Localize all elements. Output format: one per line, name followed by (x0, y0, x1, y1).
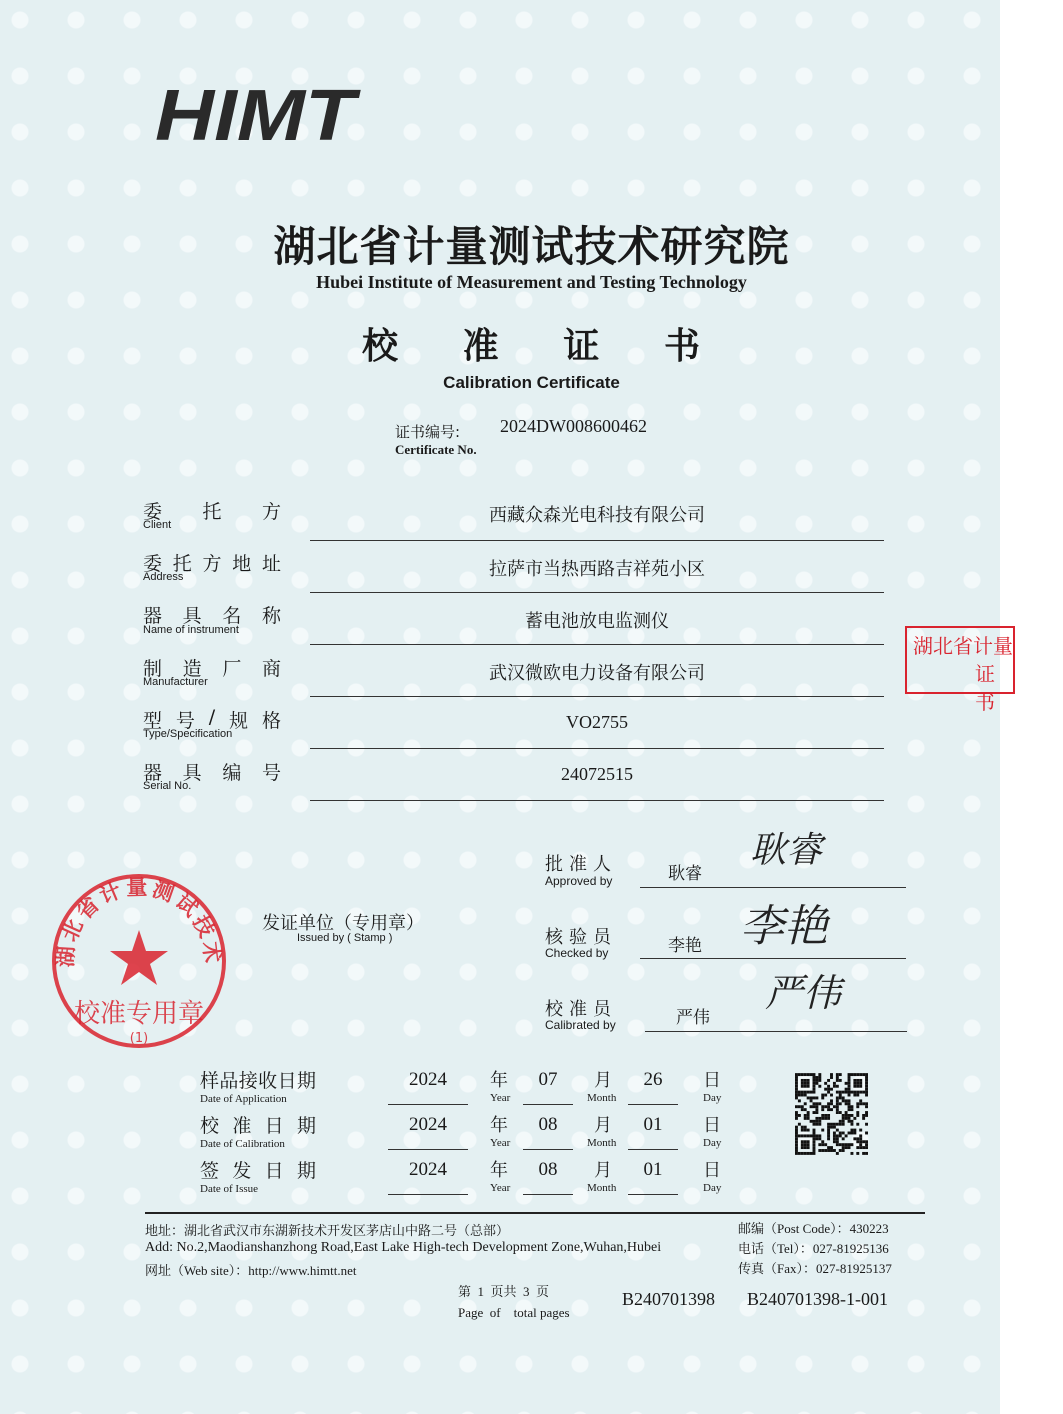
field-value: VO2755 (566, 712, 628, 732)
date-label-en: Date of Issue (200, 1183, 259, 1195)
page-number-en: Page of total pages (458, 1305, 570, 1320)
underline (310, 540, 884, 541)
label-char: 收 (258, 1070, 278, 1092)
field-label-en: Name of instrument (143, 624, 239, 636)
label-char: 校 (200, 1115, 220, 1137)
label-char: 商 (261, 658, 281, 680)
underline (523, 1149, 573, 1150)
label-char: 托 (172, 553, 192, 575)
sig-name: 严伟 (676, 1008, 710, 1028)
date-year: 2024 (409, 1069, 447, 1090)
underline (310, 696, 884, 697)
label-char: 样 (200, 1070, 220, 1092)
day-unit: 日 (703, 1115, 721, 1136)
field-label-en: Client (143, 519, 172, 531)
date-year: 2024 (409, 1114, 447, 1135)
label-char: 址 (261, 553, 281, 575)
label-char: 日 (277, 1070, 297, 1092)
cert-no-label-cn: 证书编号: (395, 423, 461, 441)
label-char: 准 (232, 1115, 252, 1137)
label-char: 具 (182, 605, 202, 627)
field-value: 拉萨市当热西路吉祥苑小区 (489, 559, 705, 580)
date-label-en: Date of Calibration (200, 1138, 285, 1150)
document-title-cn (362, 318, 700, 369)
year-unit: 年 (490, 1115, 508, 1136)
sig-name: 耿睿 (668, 864, 702, 884)
sig-label-en: Checked by (545, 946, 609, 960)
red-seal (50, 872, 228, 1050)
handwritten-signature: 李艳 (740, 901, 828, 952)
year-unit: 年 (490, 1160, 508, 1181)
day-unit: 日 (703, 1160, 721, 1181)
label-char: 期 (296, 1070, 316, 1092)
day-unit-en: Day (703, 1137, 722, 1149)
label-char: 地 (232, 553, 252, 575)
underline (310, 748, 884, 749)
issuer-label-cn: 发证单位（专用章） (262, 913, 424, 934)
month-unit: 月 (594, 1070, 612, 1091)
label-char: 签 (200, 1160, 220, 1182)
sig-name: 李艳 (668, 936, 702, 956)
month-unit-en: Month (587, 1182, 617, 1194)
label-char: 委 (143, 553, 163, 575)
date-day: 01 (643, 1114, 663, 1135)
institute-title-en: Hubei Institute of Measurement and Testing Technology (316, 272, 747, 292)
month-unit: 月 (594, 1160, 612, 1181)
day-unit-en: Day (703, 1182, 722, 1194)
footer-tel: 电话（Tel）：027-81925136 (738, 1241, 889, 1256)
field-value: 西藏众森光电科技有限公司 (489, 505, 705, 526)
date-label-en: Date of Application (200, 1093, 287, 1105)
label-char: 造 (182, 658, 202, 680)
side-stamp (905, 626, 1015, 714)
sig-label-en: Approved by (545, 874, 613, 888)
handwritten-signature: 严伟 (765, 971, 842, 1015)
sig-label-en: Calibrated by (545, 1018, 616, 1032)
label-char: 发 (232, 1160, 252, 1182)
field-label-en: Type/Specification (143, 728, 233, 740)
label-char: 厂 (222, 658, 242, 680)
underline (640, 887, 906, 888)
doc-char: 校 (362, 325, 399, 367)
footer-address-cn: 地址：湖北省武汉市东湖新技术开发区茅店山中路二号（总部） (145, 1223, 510, 1238)
day-unit: 日 (703, 1070, 721, 1091)
label-char: 品 (219, 1070, 239, 1092)
sig-label-cn: 批准人 (545, 854, 617, 875)
year-unit: 年 (490, 1070, 508, 1091)
side-stamp-line2: 证书 (975, 662, 995, 714)
underline (310, 592, 884, 593)
label-char: 方 (261, 501, 281, 523)
label-char: 期 (296, 1160, 316, 1182)
seal-center-text: 校准专用章 (73, 999, 205, 1029)
cert-no-label-en: Certificate No. (395, 442, 477, 457)
label-char: 格 (261, 710, 281, 732)
date-month: 08 (538, 1159, 558, 1180)
underline (628, 1149, 678, 1150)
label-char: 规 (229, 710, 249, 732)
institute-title-cn: 湖北省计量测试技术研究院 (273, 222, 790, 271)
label-char: 制 (143, 658, 163, 680)
label-char: 托 (202, 501, 222, 523)
year-unit-en: Year (490, 1182, 511, 1194)
field-value: 蓄电池放电监测仪 (525, 611, 669, 632)
field-label-en: Serial No. (143, 780, 192, 792)
himt-logo (155, 72, 362, 156)
footer-address-en: Add: No.2,Maodianshanzhong Road,East Lake High-tech Development Zone,Wuhan,Hubei (145, 1240, 662, 1255)
footer-website: 网址（Web site）：http://www.himtt.net (145, 1263, 357, 1278)
label-char: 型 (143, 710, 163, 732)
date-day: 01 (643, 1159, 663, 1180)
issuer-label-en: Issued by ( Stamp ) (297, 932, 393, 944)
field-value: 武汉微欧电力设备有限公司 (489, 663, 705, 684)
field-value: 24072515 (561, 764, 633, 784)
date-month: 07 (538, 1069, 558, 1090)
sig-label-cn: 校准员 (545, 999, 617, 1020)
doc-char: 准 (462, 325, 499, 367)
label-char: 号 (175, 710, 195, 732)
document-title-en: Calibration Certificate (443, 373, 620, 392)
month-unit-en: Month (587, 1137, 617, 1149)
label-char: 编 (222, 762, 242, 784)
label-char: 器 (143, 605, 163, 627)
cert-no-value: 2024DW008600462 (500, 416, 647, 436)
date-month: 08 (538, 1114, 558, 1135)
field-label-en: Address (143, 571, 184, 583)
underline (628, 1104, 678, 1105)
year-unit-en: Year (490, 1092, 511, 1104)
side-stamp-line1: 湖北省计量 (913, 634, 1013, 658)
underline (310, 644, 884, 645)
footer-divider (145, 1212, 925, 1214)
underline (523, 1104, 573, 1105)
report-code: B240701398 (622, 1289, 716, 1309)
seal-ring-text: 湖北省计量测试技术 (53, 875, 225, 968)
label-char: 期 (296, 1115, 316, 1137)
handwritten-signature: 耿睿 (750, 830, 823, 871)
date-year: 2024 (409, 1159, 447, 1180)
label-char: 器 (143, 762, 163, 784)
certificate-code: B240701398-1-001 (747, 1289, 888, 1309)
underline (310, 800, 884, 801)
year-unit-en: Year (490, 1137, 511, 1149)
underline (388, 1194, 468, 1195)
svg-text:HIMT: HIMT (155, 76, 362, 156)
doc-char: 书 (663, 325, 700, 367)
month-unit: 月 (594, 1115, 612, 1136)
doc-char: 证 (563, 325, 600, 367)
label-char: 接 (238, 1070, 258, 1092)
sig-label-cn: 核验员 (545, 927, 617, 948)
underline (388, 1104, 468, 1105)
label-char: 方 (202, 553, 222, 575)
footer-post-code: 邮编（Post Code）：430223 (738, 1221, 889, 1236)
label-char: 具 (182, 762, 202, 784)
underline (628, 1194, 678, 1195)
page-number-cn: 第 1 页共 3 页 (458, 1284, 550, 1299)
month-unit-en: Month (587, 1092, 617, 1104)
field-label-en: Manufacturer (143, 676, 208, 688)
label-char: 日 (264, 1160, 284, 1182)
qr-code (795, 1073, 868, 1155)
underline (640, 958, 906, 959)
label-char: / (208, 706, 216, 728)
underline (523, 1194, 573, 1195)
label-char: 委 (143, 501, 163, 523)
date-day: 26 (643, 1069, 663, 1090)
underline (645, 1031, 907, 1032)
underline (388, 1149, 468, 1150)
footer-fax: 传真（Fax）：027-81925137 (738, 1261, 892, 1276)
day-unit-en: Day (703, 1092, 722, 1104)
label-char: 称 (261, 605, 281, 627)
seal-number: (1) (129, 1031, 149, 1046)
label-char: 日 (264, 1115, 284, 1137)
label-char: 名 (222, 605, 242, 627)
label-char: 号 (261, 762, 281, 784)
